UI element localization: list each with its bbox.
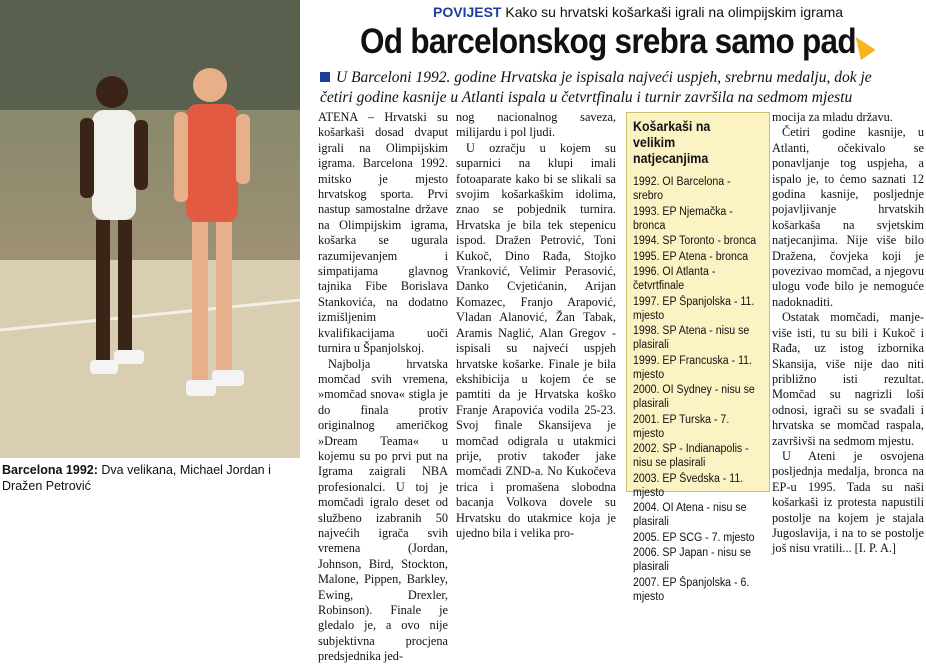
list-item: 1996. OI Atlanta - četvrtfinale	[633, 266, 716, 292]
list-item: 2002. SP - Indianapolis - nisu se plasirali	[633, 443, 749, 469]
paragraph: mocija za mladu državu.	[772, 110, 893, 124]
paragraph: Ostatak momčadi, manje-više isti, tu su bili i Kukoč i Rađa, uz istog izbornika Skansija, više nije dao niti približno isti rezultat. Momčad su nagrizli loši odnosi, igrači su se svađali i hrvatska se momčad raspala, završivši na sedmom mjestu.	[772, 310, 924, 448]
list-item: 2007. EP Španjolska - 6. mjesto	[633, 576, 750, 603]
results-list	[633, 175, 763, 604]
list-item: 1997. EP Španjolska - 11. mjesto	[633, 295, 755, 322]
bullet-square-icon	[320, 72, 330, 82]
lead-text: U Barceloni 1992. godine Hrvatska je ispisala najveći uspjeh, srebrnu medalju, dok je četiri godine kasnije u Atlanti ispala u četvrtfinalu i turnir završila na sedmom mjestu	[320, 69, 872, 106]
sidebar-title: Košarkaši na velikim natjecanjima	[633, 119, 711, 166]
list-item: 1998. SP Atena - nisu se plasirali	[633, 325, 750, 351]
list-item: 1999. EP Francuska - 11. mjesto	[633, 354, 752, 381]
list-item: 2006. SP Japan - nisu se plasirali	[633, 547, 752, 573]
sidebar-box	[626, 112, 770, 603]
list-item: 2000. OI Sydney - nisu se plasirali	[633, 384, 755, 410]
paragraph: Četiri godine kasnije, u Atlanti, očekivalo se ponavljanje tog uspjeha, a ispalo je, to ćemo saznati 12 godina kasnije, posljednje pojavljivanje hrvatskih košarkaša na svjetskim natjecanjima. Nije više bilo Dražena, čovjeka koji je povezivao momčad, a njegovu ulogu vođe bilo je nemoguće nadoknaditi.	[772, 125, 924, 309]
basketball-photo	[0, 0, 300, 458]
lead-paragraph	[320, 68, 900, 108]
players-illustration	[0, 0, 300, 458]
section-tag: POVIJEST	[433, 4, 502, 20]
list-item: 2001. EP Turska - 7. mjesto	[633, 413, 730, 440]
caption-text: Dva velikana, Michael Jordan i Dražen Petrović	[2, 463, 271, 493]
article-column-1	[318, 110, 448, 665]
list-item: 1994. SP Toronto - bronca	[633, 235, 757, 247]
headline: Od barcelonskog srebra samo pad	[360, 22, 856, 61]
list-item: 1995. EP Atena - bronca	[633, 250, 749, 263]
article-column-2	[456, 110, 616, 541]
section-kicker	[433, 4, 843, 20]
paragraph: Najbolja hrvatska momčad svih vremena, »momčad snova« stigla je do finala protiv originalnog američkog »Dream Teama« u kojemu su po prvi put na Igrama zaigrali NBA profesionalci. U toj je momčadi igralo deset od službeno izabranih 50 najvećih igrača svih vremena (Jordan, Johnson, Bird, Stockton, Malone, Pippen, Barkley, Ewing, Drexler, Robinson). Finale je gledalo je, a ovo nije subjektivna procjena predsjednika jed-	[318, 356, 448, 664]
list-item: 1993. EP Njemačka - bronca	[633, 205, 733, 232]
photo-caption	[2, 462, 298, 494]
caption-title: Barcelona 1992:	[2, 463, 98, 477]
paragraph: ATENA – Hrvatski su košarkaši dosad dvaput igrali na Olimpijskim igrama. Barcelona 1992. mitsko je mjesto hrvatskog sporta. Prvi nastup samostalne države na Olimpijskim igrama, košarka se ugurala razumijevanjem i simpatijama glavnog tajnika Fibe Borislava Stankovića, na dodatno izmišljenim kvalifikacijama uoči turnira u Španjolskoj.	[318, 110, 448, 356]
list-item: 2005. EP SCG - 7. mjesto	[633, 531, 755, 544]
list-item: 2003. EP Švedska - 11. mjesto	[633, 472, 744, 499]
paragraph: U ozračju u kojem su suparnici na klupi imali fotoaparate kako bi se slikali sa svojim košarkaškim idolima, znao se pobjednik turnira. Hrvatska je bila tek stepenicu ispod. Dražen Petrović, Toni Kukoč, Dino Rađa, Stojko Vranković, Velimir Perasović, Danko Cvjetićanin, Arijan Komazec, Franjo Arapović, Vladan Alanović, Žan Tabak, Aramis Naglić, Alan Gregov - ispisali su najveći uspjeh hrvatske košarke. Finale je bila ekshibicija u kojem će se pamtiti da je Hrvatska koško Franje Arapovića vodila 25-23. Svoj finale Skansijeva je momčad odigrala u utakmici prije, protiv također jake momčadi ZND-a. No Kukočeva trica i promašena slobodna bacanja Volkova dovele su Hrvatsku do utakmice koja je ujedno bila i velika pro-	[456, 140, 616, 540]
list-item: 1992. OI Barcelona - srebro	[633, 176, 731, 202]
paragraph: U Ateni je osvojena posljednja medalja, bronca na EP-u 1995. Tada su naši košarkaši iz protesta napustili postolje na kojem je stajala Jugoslavija, i na to se postolje još nisu vratili... [I. P. A.]	[772, 448, 924, 556]
list-item: 2004. OI Atena - nisu se plasirali	[633, 502, 747, 528]
paragraph: nog nacionalnog saveza, milijardu i pol ljudi.	[456, 110, 616, 140]
kicker-text: Kako su hrvatski košarkaši igrali na olimpijskim igrama	[505, 4, 844, 20]
article-column-3	[772, 110, 924, 557]
